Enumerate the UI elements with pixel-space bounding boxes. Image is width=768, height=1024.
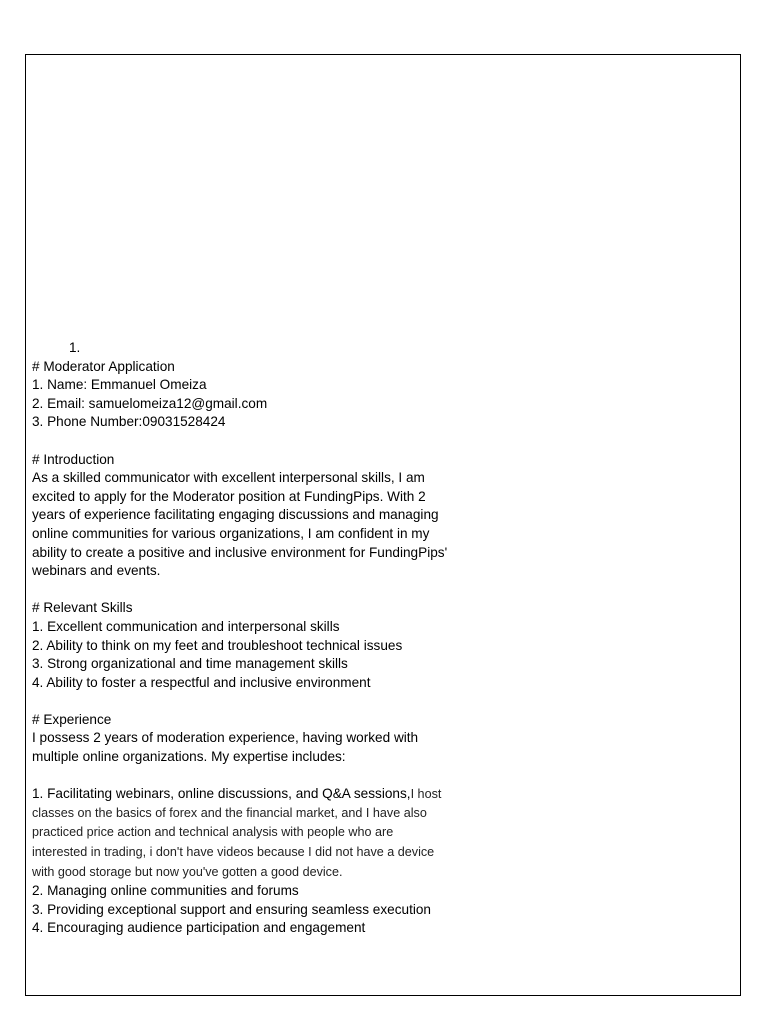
experience-item-1-detail: I host	[410, 787, 442, 802]
experience-item: 2. Managing online communities and forums	[32, 883, 299, 899]
introduction-heading: # Introduction	[32, 451, 115, 467]
experience-item: 3. Providing exceptional support and ensuring seamless execution	[32, 901, 431, 917]
experience-item-1-detail: classes on the basics of forex and the financial market, and I have also	[32, 805, 427, 820]
introduction-line: years of experience facilitating engaging discussions and managing	[32, 507, 439, 523]
experience-item-1-detail: interested in trading, i don't have videos because I did not have a device	[32, 845, 435, 860]
spacer	[32, 692, 502, 711]
document-body	[32, 339, 502, 938]
introduction-line: ability to create a positive and inclusive environment for FundingPips'	[32, 544, 448, 560]
document-page	[25, 54, 741, 996]
experience-item-1	[32, 785, 502, 804]
spacer	[32, 581, 502, 600]
experience-line: multiple online organizations. My expertise includes:	[32, 749, 346, 765]
contact-phone: 3. Phone Number:09031528424	[32, 414, 226, 430]
experience-line: I possess 2 years of moderation experience, having worked with	[32, 730, 419, 746]
skill-item: 2. Ability to think on my feet and troubleshoot technical issues	[32, 637, 403, 653]
introduction-line: excited to apply for the Moderator position at FundingPips. With 2	[32, 488, 426, 504]
experience-heading: # Experience	[32, 711, 112, 727]
skill-item: 4. Ability to foster a respectful and inclusive environment	[32, 674, 371, 690]
skills-heading: # Relevant Skills	[32, 600, 133, 616]
introduction-line: webinars and events.	[32, 563, 161, 579]
spacer	[32, 432, 502, 451]
experience-item-1-detail: practiced price action and technical analysis with people who are	[32, 825, 394, 840]
experience-item-1-detail: with good storage but now you've gotten a good device.	[32, 864, 343, 879]
spacer	[32, 767, 502, 786]
skill-item: 1. Excellent communication and interpersonal skills	[32, 618, 340, 634]
document-title: # Moderator Application	[32, 358, 175, 374]
list-marker: 1.	[69, 340, 81, 355]
experience-item: 4. Encouraging audience participation and engagement	[32, 920, 366, 936]
contact-name: 1. Name: Emmanuel Omeiza	[32, 377, 207, 393]
introduction-line: online communities for various organizations, I am confident in my	[32, 525, 430, 541]
introduction-line: As a skilled communicator with excellent interpersonal skills, I am	[32, 470, 425, 486]
skill-item: 3. Strong organizational and time management skills	[32, 656, 348, 672]
experience-item-1-main: 1. Facilitating webinars, online discussions, and Q&A sessions,	[32, 786, 411, 802]
contact-email: 2. Email: samuelomeiza12@gmail.com	[32, 395, 268, 411]
